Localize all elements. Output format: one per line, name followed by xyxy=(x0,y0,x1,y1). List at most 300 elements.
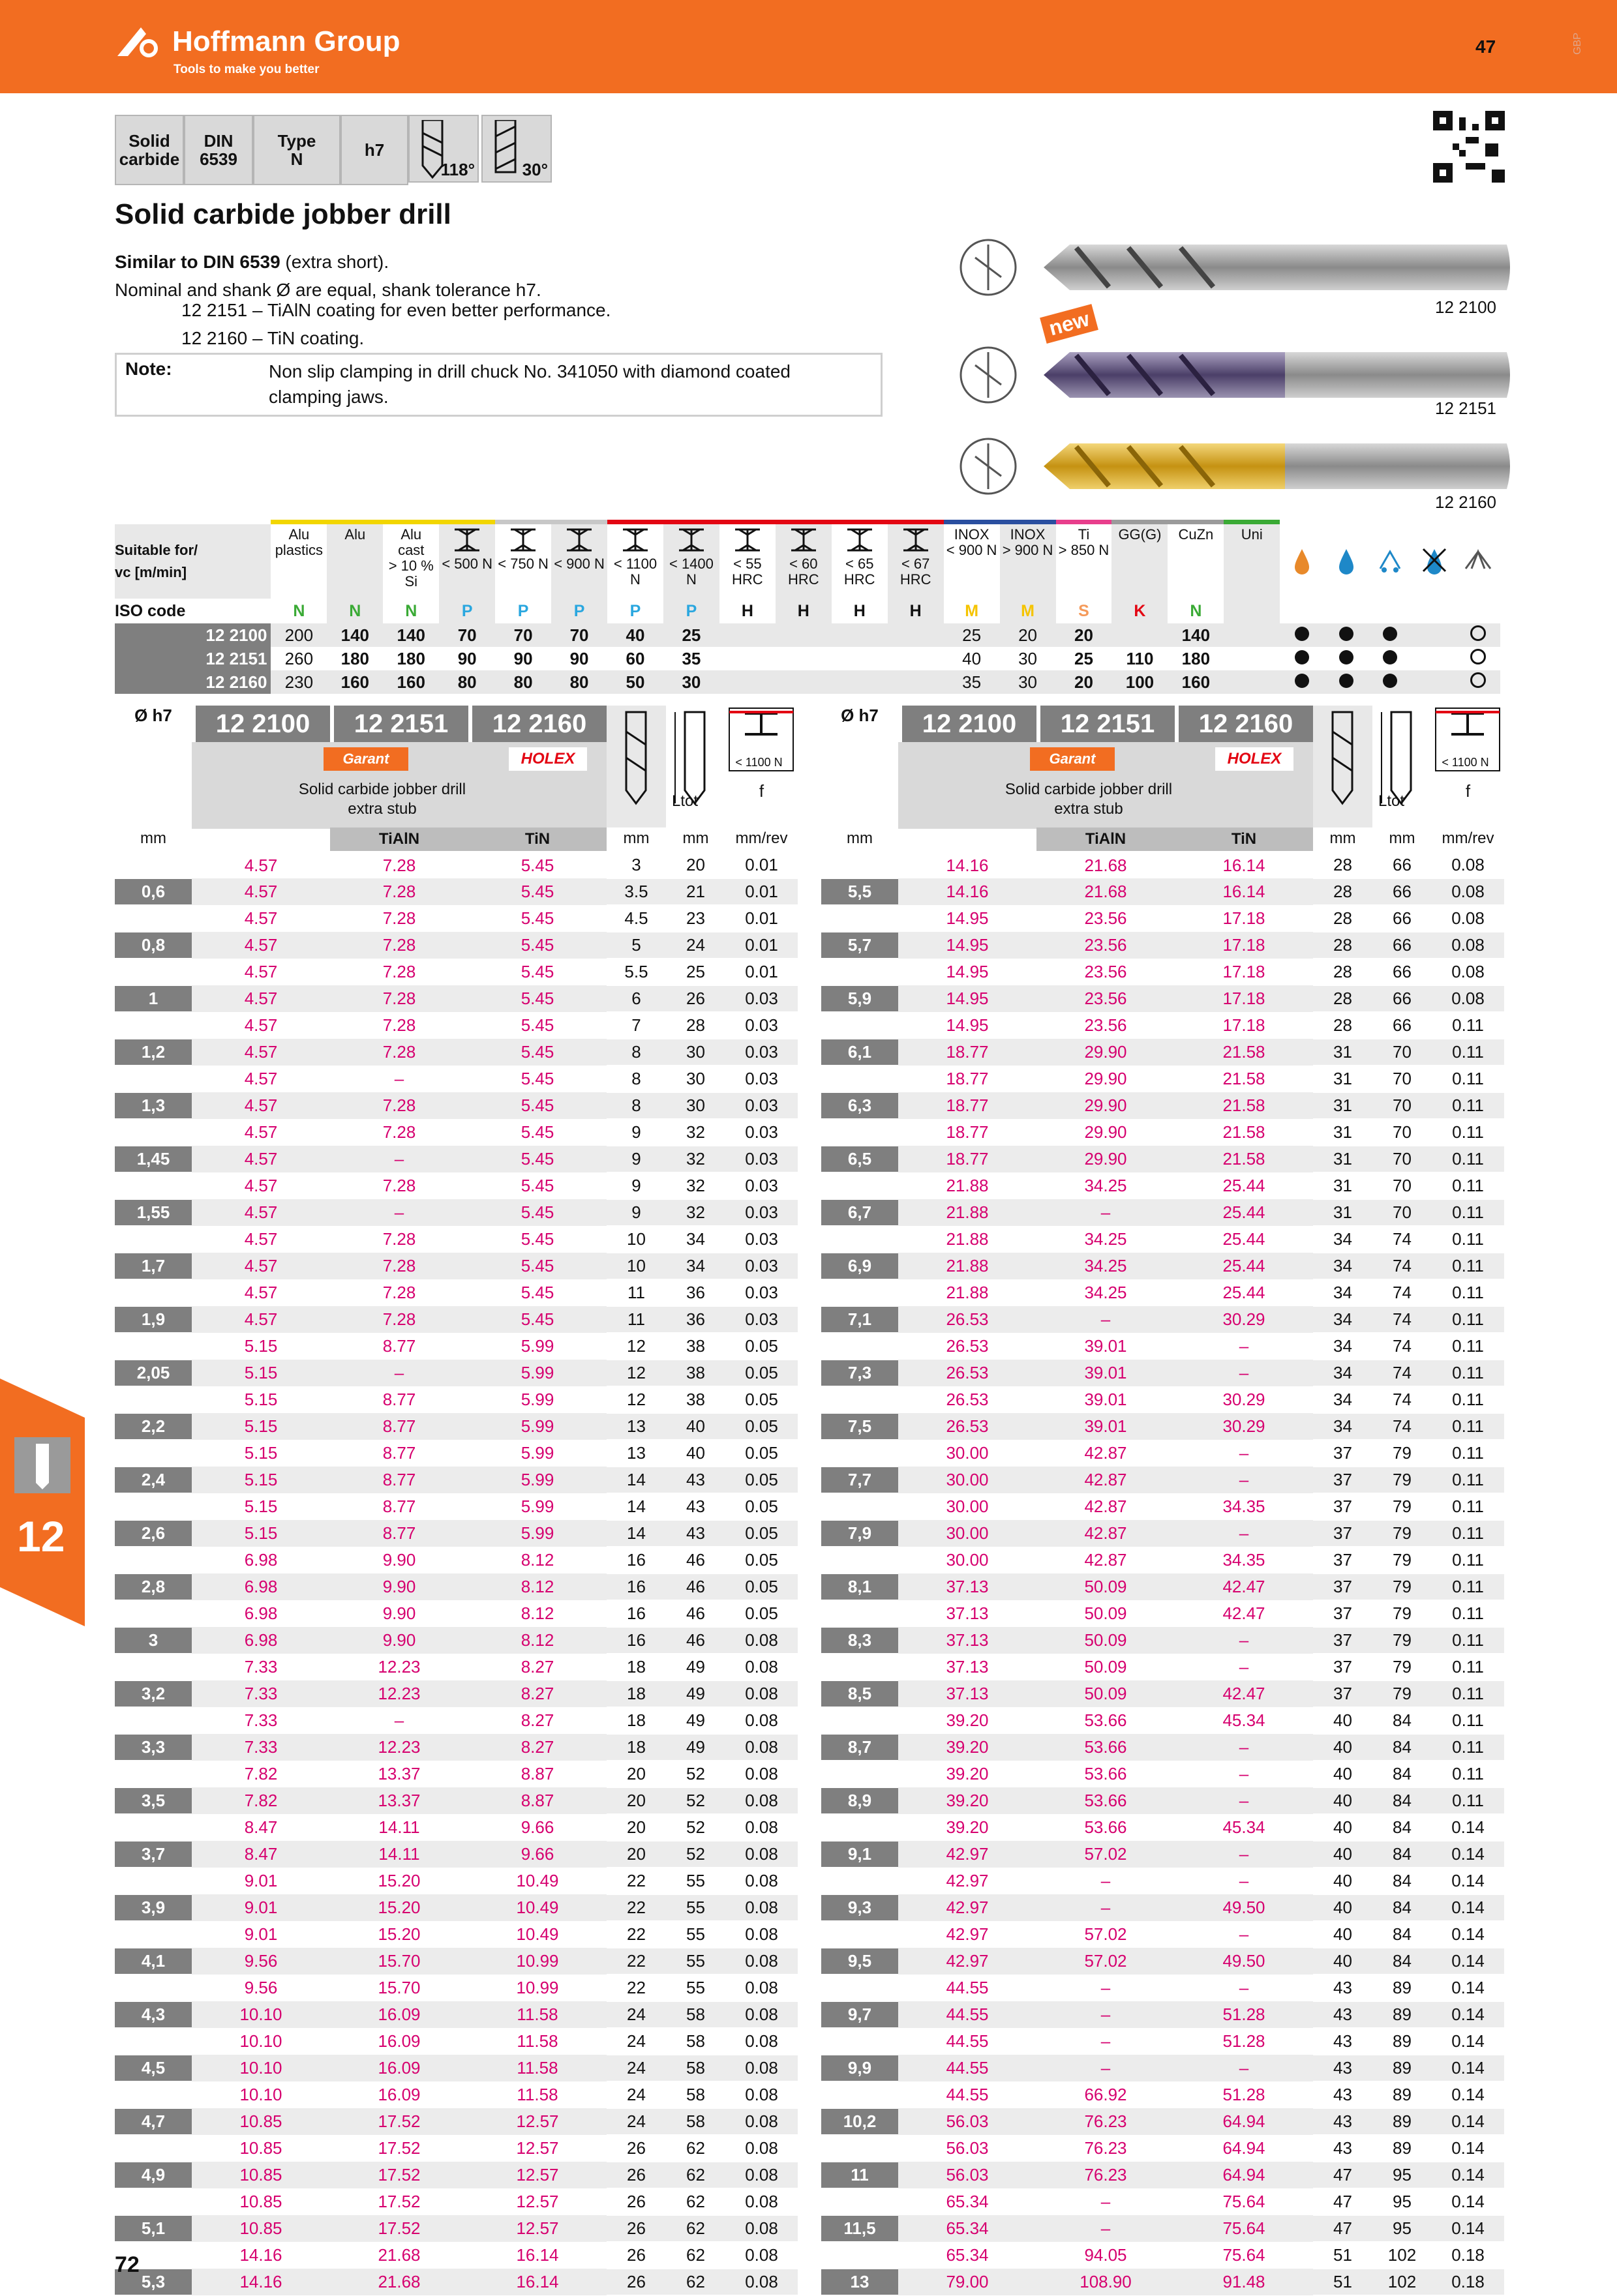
material-col-0: Alu plastics xyxy=(271,522,327,599)
vc-value: 200 xyxy=(271,623,327,647)
price-cell: 4.57 xyxy=(192,1306,330,1333)
table-row xyxy=(115,1600,798,1627)
price-cell: – xyxy=(1175,1467,1313,1493)
diameter-cell: 7,1 xyxy=(821,1306,898,1333)
vc-value: 180 xyxy=(383,647,439,670)
brand-name: Hoffmann Group xyxy=(172,25,400,57)
vc-value: 35 xyxy=(944,670,1000,694)
value-cell: 0.08 xyxy=(725,2135,798,2162)
value-cell: 55 xyxy=(666,1894,725,1921)
vc-value xyxy=(776,670,832,694)
value-cell: 84 xyxy=(1372,1868,1432,1894)
price-cell: 65.34 xyxy=(898,2215,1036,2242)
value-cell: 16 xyxy=(607,1547,666,1573)
value-cell: 0.11 xyxy=(1432,1734,1504,1761)
value-cell: 0.14 xyxy=(1432,1921,1504,1948)
new-badge: new xyxy=(1040,304,1098,344)
price-cell: – xyxy=(1175,1734,1313,1761)
price-cell: 5.15 xyxy=(192,1413,330,1440)
vc-value: 140 xyxy=(327,623,383,647)
price-cell: 14.16 xyxy=(898,852,1036,878)
value-cell: 79 xyxy=(1372,1520,1432,1547)
value-cell: 89 xyxy=(1372,2108,1432,2135)
table-row xyxy=(821,2001,1504,2028)
table-row xyxy=(115,959,798,985)
table-row xyxy=(821,1333,1504,1360)
diameter-cell: 5,9 xyxy=(821,985,898,1012)
table-row xyxy=(821,1948,1504,1975)
diameter-cell: 9,1 xyxy=(821,1841,898,1868)
price-cell: 5.45 xyxy=(468,959,607,985)
price-cell: 30.00 xyxy=(898,1493,1036,1520)
table-row xyxy=(821,1787,1504,1814)
value-cell: 0.11 xyxy=(1432,1279,1504,1306)
drop-oil-icon xyxy=(1324,522,1368,599)
vc-value xyxy=(832,670,888,694)
table-row xyxy=(115,1440,798,1467)
value-cell: 102 xyxy=(1372,2269,1432,2295)
value-cell: 79 xyxy=(1372,1547,1432,1573)
value-cell: 16 xyxy=(607,1627,666,1654)
diameter-cell: 2,5 xyxy=(115,1493,192,1520)
value-cell: 74 xyxy=(1372,1386,1432,1413)
value-cell: 0.11 xyxy=(1432,1172,1504,1199)
value-cell: 66 xyxy=(1372,932,1432,959)
value-cell: 22 xyxy=(607,1975,666,2001)
dry-icon xyxy=(1412,522,1457,599)
diameter-cell: 8,6 xyxy=(821,1707,898,1734)
price-cell: 4.57 xyxy=(192,959,330,985)
price-cell: – xyxy=(1036,1868,1175,1894)
diameter-cell: 1,2 xyxy=(115,1039,192,1066)
price-cell: 66.92 xyxy=(1036,2081,1175,2108)
value-cell: 40 xyxy=(1313,1868,1372,1894)
value-cell: 58 xyxy=(666,2108,725,2135)
value-cell: 84 xyxy=(1372,1948,1432,1975)
price-cell: 8.12 xyxy=(468,1547,607,1573)
material-col-16: CuZn xyxy=(1168,522,1224,599)
value-cell: 89 xyxy=(1372,2001,1432,2028)
price-cell: 75.64 xyxy=(1175,2188,1313,2215)
diameter-cell: 6 xyxy=(821,1012,898,1039)
price-cell: 8.47 xyxy=(192,1841,330,1868)
product-desc: Solid carbide jobber drill extra stub xyxy=(298,781,466,818)
value-cell: 0.11 xyxy=(1432,1680,1504,1707)
price-cell: 7.28 xyxy=(330,985,468,1012)
table-row xyxy=(821,1975,1504,2001)
price-cell: 7.28 xyxy=(330,1172,468,1199)
value-cell: 5.5 xyxy=(607,959,666,985)
value-cell: 0.03 xyxy=(725,1279,798,1306)
value-cell: 0.11 xyxy=(1432,1707,1504,1734)
value-cell: 37 xyxy=(1313,1680,1372,1707)
diameter-cell: 5,2 xyxy=(115,2242,192,2269)
diameter-cell: 4,1 xyxy=(115,1948,192,1975)
price-cell: 8.77 xyxy=(330,1333,468,1360)
price-cell: 4.57 xyxy=(192,878,330,905)
vc-value: 25 xyxy=(1056,647,1112,670)
diameter-cell: 1,8 xyxy=(115,1279,192,1306)
diameter-cell: 5,7 xyxy=(821,932,898,959)
material-col-9: < 60 HRC xyxy=(776,522,832,599)
price-cell: 39.01 xyxy=(1036,1413,1175,1440)
diameter-cell: 6,6 xyxy=(821,1172,898,1199)
value-cell: 0.08 xyxy=(725,1921,798,1948)
table-row xyxy=(821,1039,1504,1066)
price-cell: 21.58 xyxy=(1175,1066,1313,1092)
diameter-cell: 5,6 xyxy=(821,905,898,932)
price-cell: 7.28 xyxy=(330,932,468,959)
diameter-cell: 8,8 xyxy=(821,1761,898,1787)
price-cell: 7.33 xyxy=(192,1654,330,1680)
table-row xyxy=(821,985,1504,1012)
table-row xyxy=(115,1413,798,1440)
table-row xyxy=(115,1199,798,1226)
price-cell: 51.28 xyxy=(1175,2028,1313,2055)
value-cell: 0.08 xyxy=(725,1868,798,1894)
drop-oil-icon xyxy=(1331,545,1361,575)
material-col-12: INOX < 900 N xyxy=(944,522,1000,599)
drill-image-122151 xyxy=(959,339,1513,411)
value-cell: 0.08 xyxy=(725,2055,798,2081)
code-line-2160: 12 2160 – TiN coating. xyxy=(181,328,365,348)
steel-beam-icon xyxy=(733,527,763,553)
price-cell: 16.14 xyxy=(1175,852,1313,878)
price-cell: 5.15 xyxy=(192,1493,330,1520)
unit-label: mm xyxy=(682,829,709,847)
steel-beam-icon xyxy=(452,527,482,553)
price-cell: 5.45 xyxy=(468,1146,607,1172)
value-cell: 0.05 xyxy=(725,1600,798,1627)
value-cell: 74 xyxy=(1372,1360,1432,1386)
table-row xyxy=(821,1868,1504,1894)
chapter-number: 12 xyxy=(17,1512,65,1560)
coating-tialn: TiAlN xyxy=(1036,827,1175,851)
vc-value: 35 xyxy=(663,647,719,670)
price-cell: 50.09 xyxy=(1036,1600,1175,1627)
table-row xyxy=(821,1306,1504,1333)
price-cell: 26.53 xyxy=(898,1306,1036,1333)
spec-point-angle: 118° xyxy=(408,115,479,183)
iso-13: M xyxy=(1000,599,1056,623)
table-row xyxy=(821,1199,1504,1226)
table-row xyxy=(821,1547,1504,1573)
vc-value xyxy=(719,670,776,694)
value-cell: 36 xyxy=(666,1306,725,1333)
value-cell: 0.05 xyxy=(725,1520,798,1547)
vc-value: 30 xyxy=(1000,670,1056,694)
price-cell: 14.16 xyxy=(192,2242,330,2269)
value-cell: 66 xyxy=(1372,852,1432,878)
material-col-11: < 67 HRC xyxy=(888,522,944,599)
price-cell: 13.37 xyxy=(330,1787,468,1814)
table-row xyxy=(115,2135,798,2162)
value-cell: 24 xyxy=(607,2081,666,2108)
vc-row xyxy=(115,670,1500,694)
price-cell: 8.27 xyxy=(468,1680,607,1707)
price-cell: 34.25 xyxy=(1036,1279,1175,1306)
diameter-cell: 8,4 xyxy=(821,1654,898,1680)
spec-din: DIN 6539 xyxy=(184,115,253,185)
diameter-cell: 4,3 xyxy=(115,2001,192,2028)
value-cell: 31 xyxy=(1313,1092,1372,1119)
price-cell: 75.64 xyxy=(1175,2215,1313,2242)
vc-value: 160 xyxy=(327,670,383,694)
price-cell: 10.85 xyxy=(192,2188,330,2215)
price-cell: 10.85 xyxy=(192,2162,330,2188)
price-cell: 53.66 xyxy=(1036,1787,1175,1814)
price-cell: 45.34 xyxy=(1175,1707,1313,1734)
value-cell: 0.11 xyxy=(1432,1440,1504,1467)
value-cell: 16 xyxy=(607,1573,666,1600)
price-cell: 14.95 xyxy=(898,985,1036,1012)
price-cell: 26.53 xyxy=(898,1333,1036,1360)
value-cell: 38 xyxy=(666,1386,725,1413)
value-cell: 0.01 xyxy=(725,959,798,985)
vc-row-code: 12 2160 xyxy=(115,670,271,694)
value-cell: 22 xyxy=(607,1868,666,1894)
iso-2: N xyxy=(405,601,417,620)
diameter-cell: 9,8 xyxy=(821,2028,898,2055)
value-cell: 0.11 xyxy=(1432,1520,1504,1547)
price-cell: 14.16 xyxy=(192,2269,330,2295)
table-row xyxy=(115,1707,798,1734)
price-cell: 8.47 xyxy=(192,1814,330,1841)
value-cell: 34 xyxy=(666,1253,725,1279)
article-code-2: 12 2160 xyxy=(468,706,607,742)
value-cell: 0.08 xyxy=(725,2269,798,2295)
value-cell: 28 xyxy=(1313,1012,1372,1039)
price-cell: 44.55 xyxy=(898,1975,1036,2001)
value-cell: 0.03 xyxy=(725,1092,798,1119)
table-row xyxy=(115,1039,798,1066)
value-cell: 9 xyxy=(607,1119,666,1146)
steel-beam-icon xyxy=(508,527,538,553)
table-row xyxy=(115,1279,798,1306)
price-cell: – xyxy=(330,1066,468,1092)
table-row xyxy=(821,878,1504,905)
value-cell: 51 xyxy=(1313,2269,1372,2295)
vc-value xyxy=(832,623,888,647)
value-cell: 0.11 xyxy=(1432,1573,1504,1600)
diameter-cell: 4,6 xyxy=(115,2081,192,2108)
diameter-cell: 7 xyxy=(821,1279,898,1306)
dry-icon xyxy=(1419,545,1449,575)
article-code-0: 12 2100 xyxy=(192,706,330,742)
article-code-1: 12 2151 xyxy=(330,706,468,742)
table-row xyxy=(115,878,798,905)
value-cell: 84 xyxy=(1372,1707,1432,1734)
suitable-dot-icon xyxy=(1295,627,1309,641)
diameter-cell: 4,4 xyxy=(115,2028,192,2055)
value-cell: 0.01 xyxy=(725,905,798,932)
value-cell: 26 xyxy=(607,2162,666,2188)
price-cell: 64.94 xyxy=(1175,2108,1313,2135)
price-cell: 10.99 xyxy=(468,1975,607,2001)
value-cell: 26 xyxy=(666,985,725,1012)
value-cell: 0.14 xyxy=(1432,2081,1504,2108)
value-cell: 79 xyxy=(1372,1573,1432,1600)
vc-value: 80 xyxy=(439,670,495,694)
value-cell: 0.14 xyxy=(1432,2055,1504,2081)
price-cell: 16.09 xyxy=(330,2055,468,2081)
vc-value: 90 xyxy=(551,647,607,670)
diameter-cell: 0,9 xyxy=(115,959,192,985)
value-cell: 74 xyxy=(1372,1413,1432,1440)
price-cell: 4.57 xyxy=(192,905,330,932)
value-cell: 49 xyxy=(666,1654,725,1680)
value-cell: 31 xyxy=(1313,1172,1372,1199)
price-cell: 4.57 xyxy=(192,1012,330,1039)
price-cell: 5.15 xyxy=(192,1333,330,1360)
value-cell: 0.08 xyxy=(1432,932,1504,959)
price-cell: 29.90 xyxy=(1036,1066,1175,1092)
price-cell: 17.18 xyxy=(1175,1012,1313,1039)
drill-caption-122151: 12 2151 xyxy=(1435,398,1496,418)
price-cell: 5.99 xyxy=(468,1520,607,1547)
price-cell: – xyxy=(330,1707,468,1734)
diameter-cell: 7,3 xyxy=(821,1360,898,1386)
diameter-cell: 7,9 xyxy=(821,1520,898,1547)
diameter-cell: 4,2 xyxy=(115,1975,192,2001)
value-cell: 46 xyxy=(666,1547,725,1573)
table-row xyxy=(115,1012,798,1039)
price-cell: 16.14 xyxy=(468,2242,607,2269)
value-cell: 32 xyxy=(666,1172,725,1199)
spec-helix-angle: 30° xyxy=(481,115,552,183)
table-row xyxy=(821,1226,1504,1253)
price-cell: 42.47 xyxy=(1175,1573,1313,1600)
value-cell: 0.11 xyxy=(1432,1386,1504,1413)
value-cell: 0.03 xyxy=(725,1119,798,1146)
price-cell: 9.66 xyxy=(468,1841,607,1868)
vc-value: 180 xyxy=(327,647,383,670)
material-col-17: Uni xyxy=(1224,522,1280,599)
diameter-cell: 8,3 xyxy=(821,1627,898,1654)
diameter-cell: 8 xyxy=(821,1547,898,1573)
vc-value: 90 xyxy=(495,647,551,670)
iso-7: P xyxy=(663,599,719,623)
price-cell: 4.57 xyxy=(192,1279,330,1306)
table-row xyxy=(821,1894,1504,1921)
value-cell: 79 xyxy=(1372,1600,1432,1627)
vc-value xyxy=(1111,623,1168,647)
price-cell: 8.77 xyxy=(330,1386,468,1413)
value-cell: 70 xyxy=(1372,1172,1432,1199)
price-cell: 12.23 xyxy=(330,1654,468,1680)
price-cell: 53.66 xyxy=(1036,1734,1175,1761)
diameter-cell: 2,1 xyxy=(115,1386,192,1413)
diameter-cell: 0,8 xyxy=(115,932,192,959)
vc-value: 260 xyxy=(271,647,327,670)
price-cell: 25.44 xyxy=(1175,1226,1313,1253)
value-cell: 47 xyxy=(1313,2215,1372,2242)
value-cell: 84 xyxy=(1372,1841,1432,1868)
value-cell: 79 xyxy=(1372,1467,1432,1493)
table-row xyxy=(821,1413,1504,1440)
vc-value: 30 xyxy=(1000,647,1056,670)
value-cell: 40 xyxy=(1313,1921,1372,1948)
value-cell: 0.03 xyxy=(725,1066,798,1092)
price-cell: 7.28 xyxy=(330,1279,468,1306)
material-col-15: GG(G) xyxy=(1111,522,1168,599)
price-cell: 8.77 xyxy=(330,1413,468,1440)
table-row xyxy=(115,905,798,932)
price-cell: – xyxy=(1175,1841,1313,1868)
value-cell: 26 xyxy=(607,2135,666,2162)
value-cell: 20 xyxy=(607,1787,666,1814)
price-cell: 91.48 xyxy=(1175,2269,1313,2295)
diameter-cell: 6,1 xyxy=(821,1039,898,1066)
price-cell: 12.23 xyxy=(330,1680,468,1707)
steel-beam-icon xyxy=(901,527,931,553)
price-cell: 10.99 xyxy=(468,1948,607,1975)
value-cell: 10 xyxy=(607,1226,666,1253)
table-row xyxy=(115,1360,798,1386)
vc-value: 20 xyxy=(1056,623,1112,647)
material-col-7: < 1400 N xyxy=(663,522,719,599)
price-cell: 30.00 xyxy=(898,1520,1036,1547)
diameter-cell: 5,5 xyxy=(821,878,898,905)
price-cell: 17.52 xyxy=(330,2162,468,2188)
vc-value: 20 xyxy=(1056,670,1112,694)
size-table-right xyxy=(821,852,1504,2296)
vc-value xyxy=(888,623,944,647)
value-cell: 37 xyxy=(1313,1467,1372,1493)
price-cell: 5.15 xyxy=(192,1360,330,1386)
value-cell: 0.18 xyxy=(1432,2269,1504,2295)
table-row xyxy=(115,1493,798,1520)
diameter-cell: 11,5 xyxy=(821,2215,898,2242)
price-cell: 4.57 xyxy=(192,1253,330,1279)
value-cell: 26 xyxy=(607,2215,666,2242)
price-cell: 42.97 xyxy=(898,1921,1036,1948)
size-table-left xyxy=(115,852,798,2296)
value-cell: 0.11 xyxy=(1432,1761,1504,1787)
value-cell: 66 xyxy=(1372,959,1432,985)
mist-icon xyxy=(1375,545,1405,575)
holex-logo: HOLEX xyxy=(509,747,587,771)
table-row xyxy=(821,905,1504,932)
value-cell: 34 xyxy=(1313,1386,1372,1413)
value-cell: 49 xyxy=(666,1707,725,1734)
value-cell: 47 xyxy=(1313,2162,1372,2188)
table-row xyxy=(821,1119,1504,1146)
price-cell: 30.00 xyxy=(898,1547,1036,1573)
price-cell: 39.01 xyxy=(1036,1333,1175,1360)
value-cell: 0.11 xyxy=(1432,1493,1504,1520)
value-cell: 40 xyxy=(666,1440,725,1467)
ltot-label: Ltot xyxy=(672,792,699,810)
diameter-cell: 4,7 xyxy=(115,2108,192,2135)
diameter-cell: 9,5 xyxy=(821,1948,898,1975)
table-row xyxy=(115,1066,798,1092)
value-cell: 52 xyxy=(666,1814,725,1841)
table-row xyxy=(115,2188,798,2215)
diameter-cell: 4,9 xyxy=(115,2162,192,2188)
value-cell: 70 xyxy=(1372,1039,1432,1066)
table-row xyxy=(115,2242,798,2269)
table-row xyxy=(115,1814,798,1841)
value-cell: 0.08 xyxy=(1432,959,1504,985)
table-row xyxy=(115,1547,798,1573)
qr-code-icon[interactable] xyxy=(1433,111,1505,183)
price-cell: 29.90 xyxy=(1036,1092,1175,1119)
unit-label: mm xyxy=(1329,829,1356,847)
diameter-cell: 11,2 xyxy=(821,2188,898,2215)
diameter-cell: 5 xyxy=(115,2188,192,2215)
value-cell: 0.03 xyxy=(725,985,798,1012)
